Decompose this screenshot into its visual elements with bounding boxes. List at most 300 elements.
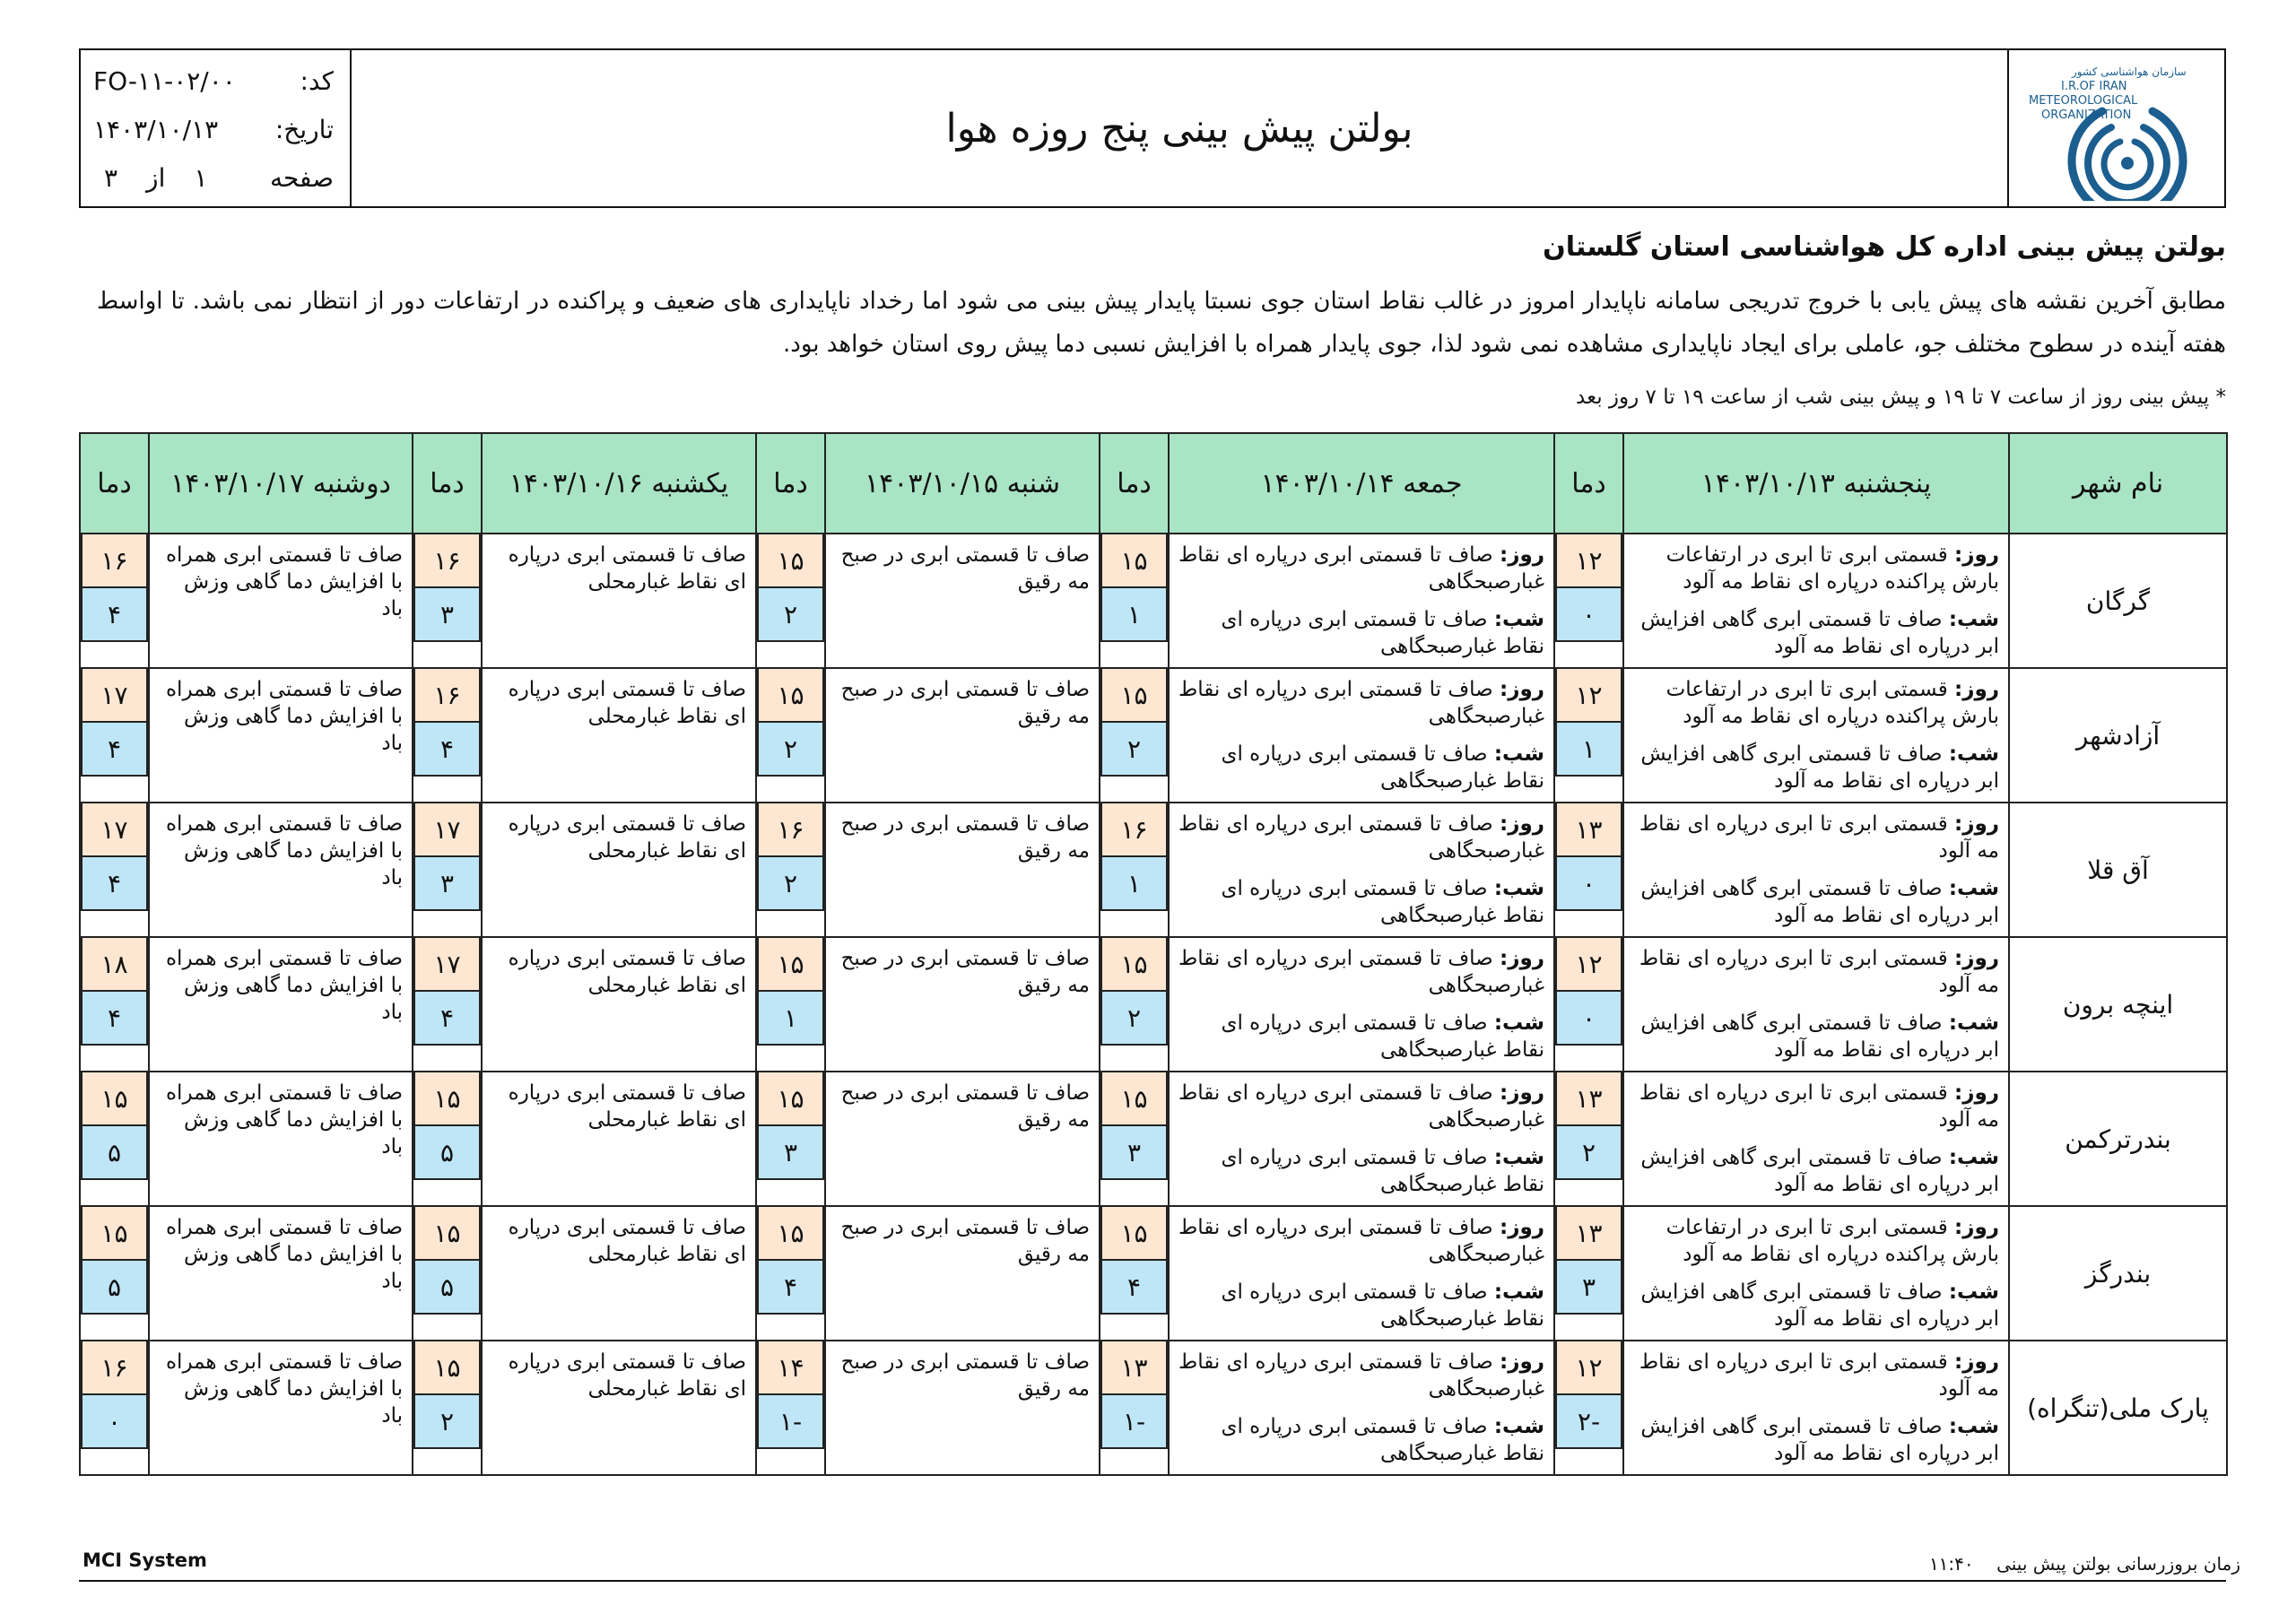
- day-forecast: [1178, 945, 1544, 999]
- max-temp: ۱۵: [757, 1207, 824, 1261]
- temp-cell: [756, 534, 825, 668]
- table-row: [80, 1341, 2227, 1475]
- forecast-text: صاف تا قسمتی ابری همراه با افزایش دما گاهی وزش باد: [166, 1081, 403, 1159]
- forecast-cell: [825, 1341, 1100, 1475]
- forecast-cell: [1623, 1341, 2009, 1475]
- forecast-cell: [482, 1072, 756, 1206]
- temp-cell: [80, 937, 149, 1072]
- day-forecast: [1633, 1214, 1999, 1268]
- day-label: روز:: [1500, 678, 1544, 701]
- max-temp: ۱۵: [757, 1072, 824, 1126]
- temp-cell: [756, 668, 825, 803]
- forecast-cell: [482, 1341, 756, 1475]
- temp-cell: [80, 1072, 149, 1206]
- min-temp: ۲: [1100, 723, 1168, 777]
- forecast-cell: [1623, 1072, 2009, 1206]
- day-label: روز:: [1954, 1081, 1999, 1105]
- temp-cell: [1100, 1206, 1169, 1341]
- forecast-text: صاف تا قسمتی ابری درپاره ای نقاط غبارمحلی: [508, 1350, 746, 1401]
- temp-cell: [756, 803, 825, 937]
- night-label: شب:: [1493, 1146, 1544, 1169]
- city-name: آزادشهر: [2009, 668, 2227, 803]
- forecast-cell: [149, 1341, 413, 1475]
- night-forecast: [1633, 606, 1999, 660]
- night-forecast: [1178, 741, 1544, 794]
- min-temp: ۰: [1555, 857, 1622, 911]
- day-forecast-text: قسمتی ابری تا ابری درپاره ای نقاط مه آلود: [1639, 947, 1999, 997]
- bulletin-subtitle: بولتن پیش بینی اداره کل هواشناسی استان گلستان: [1543, 231, 2226, 263]
- temp-cell: [413, 534, 482, 668]
- max-temp: ۱۶: [757, 803, 824, 857]
- day-label: روز:: [1954, 947, 1999, 970]
- forecast-text: صاف تا قسمتی ابری در صبح مه رقیق: [840, 678, 1090, 728]
- forecast-summary: مطابق آخرین نقشه های پیش یابی با خروج تدریجی سامانه ناپایدار امروز در غالب نقاط استان جوی نسبتا پایدار پیش بینی می شود اما رخداد ناپایداری های ضعیف و پراکنده در ارتفاعات دور از انتظار نمی باشد. تا اواسط هفته آینده در سطوح مختلف جو، عاملی برای ایجاد ناپایداری مشاهده نمی شود لذا، جوی پایدار همراه با افزایش نسبی دما پیش روی استان خواهد بود.: [97, 288, 2226, 358]
- night-forecast-text: صاف تا قسمتی ابری گاهی افزایش ابر درپاره ای نقاط مه آلود: [1640, 1280, 1999, 1331]
- temp-cell: [1554, 803, 1623, 937]
- forecast-cell: [825, 1206, 1100, 1341]
- date-row: [93, 115, 334, 144]
- min-temp: ۳: [1555, 1261, 1622, 1315]
- forecast-cell: [1169, 1341, 1554, 1475]
- temp-header: دما: [80, 433, 149, 534]
- max-temp: ۱۶: [413, 534, 481, 588]
- day-label: روز:: [1500, 947, 1544, 970]
- forecast-text: صاف تا قسمتی ابری درپاره ای نقاط غبارمحلی: [508, 1081, 746, 1132]
- night-forecast-text: صاف تا قسمتی ابری گاهی افزایش ابر درپاره ای نقاط مه آلود: [1640, 1146, 1999, 1196]
- forecast-text: صاف تا قسمتی ابری در صبح مه رقیق: [840, 1350, 1090, 1401]
- night-forecast: [1178, 1144, 1544, 1198]
- day-header: جمعه ۱۴۰۳/۱۰/۱۴: [1169, 433, 1554, 534]
- night-label: شب:: [1948, 1146, 1999, 1169]
- day-forecast: [1178, 676, 1544, 730]
- forecast-cell: [149, 1206, 413, 1341]
- forecast-cell: [825, 668, 1100, 803]
- forecast-text: صاف تا قسمتی ابری همراه با افزایش دما گاهی وزش باد: [166, 1350, 403, 1428]
- min-temp: ۴: [81, 992, 148, 1046]
- forecast-cell: [149, 534, 413, 668]
- max-temp: ۱۲: [1555, 938, 1622, 992]
- forecast-cell: [482, 668, 756, 803]
- day-forecast: [1633, 542, 1999, 595]
- forecast-text: صاف تا قسمتی ابری در صبح مه رقیق: [840, 543, 1090, 594]
- forecast-text: صاف تا قسمتی ابری در صبح مه رقیق: [840, 1081, 1090, 1132]
- temp-cell: [756, 1072, 825, 1206]
- min-temp: ۴: [1100, 1261, 1168, 1315]
- forecast-text: صاف تا قسمتی ابری همراه با افزایش دما گاهی وزش باد: [166, 678, 403, 755]
- night-forecast-text: صاف تا قسمتی ابری درپاره ای نقاط غبارصبحگاهی: [1221, 1280, 1544, 1331]
- meteorological-organization-logo: [2018, 57, 2217, 201]
- temp-cell: [80, 534, 149, 668]
- day-forecast: [1633, 1349, 1999, 1402]
- logo-text-organization: ORGANIZATION: [2041, 108, 2132, 122]
- day-forecast: [1178, 542, 1544, 595]
- day-header: پنجشنبه ۱۴۰۳/۱۰/۱۳: [1623, 433, 2009, 534]
- day-forecast-text: صاف تا قسمتی ابری درپاره ای نقاط غبارصبحگاهی: [1178, 1350, 1544, 1401]
- day-forecast: [1633, 945, 1999, 999]
- max-temp: ۱۳: [1555, 1072, 1622, 1126]
- max-temp: ۱۳: [1555, 1207, 1622, 1261]
- night-forecast: [1633, 1413, 1999, 1467]
- temp-cell: [1100, 937, 1169, 1072]
- max-temp: ۱۲: [1555, 1341, 1622, 1395]
- forecast-cell: [825, 534, 1100, 668]
- update-label: زمان بروزرسانی بولتن پیش بینی: [1996, 1553, 2240, 1575]
- min-temp: ۰: [1555, 992, 1622, 1046]
- day-header: یکشنبه ۱۴۰۳/۱۰/۱۶: [482, 433, 756, 534]
- night-label: شب:: [1948, 1415, 1999, 1438]
- day-header: دوشنبه ۱۴۰۳/۱۰/۱۷: [149, 433, 413, 534]
- forecast-text: صاف تا قسمتی ابری درپاره ای نقاط غبارمحلی: [508, 812, 746, 863]
- min-temp: ۱: [1100, 588, 1168, 642]
- day-label: روز:: [1500, 812, 1544, 836]
- forecast-cell: [825, 803, 1100, 937]
- night-forecast-text: صاف تا قسمتی ابری گاهی افزایش ابر درپاره ای نقاط مه آلود: [1640, 1011, 1999, 1062]
- forecast-cell: [825, 937, 1100, 1072]
- night-label: شب:: [1493, 877, 1544, 900]
- temp-cell: [1554, 534, 1623, 668]
- temp-cell: [413, 1341, 482, 1475]
- day-forecast-text: قسمتی ابری تا ابری در ارتفاعات بارش پراکنده درپاره ای نقاط مه آلود: [1665, 678, 1999, 728]
- forecast-cell: [1623, 803, 2009, 937]
- forecast-cell: [1169, 1206, 1554, 1341]
- temp-cell: [1100, 668, 1169, 803]
- temp-cell: [413, 803, 482, 937]
- forecast-text: صاف تا قسمتی ابری درپاره ای نقاط غبارمحلی: [508, 947, 746, 997]
- day-label: روز:: [1500, 1216, 1544, 1239]
- page-label: صفحه: [269, 163, 334, 193]
- night-label: شب:: [1948, 608, 1999, 631]
- min-temp: ۲: [757, 588, 824, 642]
- night-forecast: [1633, 741, 1999, 794]
- forecast-cell: [1169, 937, 1554, 1072]
- min-temp: ۵: [413, 1261, 481, 1315]
- forecast-cell: [1169, 1072, 1554, 1206]
- max-temp: ۱۳: [1100, 1341, 1168, 1395]
- temp-cell: [1554, 1072, 1623, 1206]
- max-temp: ۱۲: [1555, 534, 1622, 588]
- temp-cell: [756, 937, 825, 1072]
- min-temp: -۲: [1555, 1395, 1622, 1449]
- max-temp: ۱۵: [1100, 1072, 1168, 1126]
- logo-text-iran: I.R.OF IRAN: [2061, 80, 2127, 93]
- page-counter: [104, 163, 207, 193]
- day-forecast: [1178, 1080, 1544, 1133]
- forecast-cell: [1169, 803, 1554, 937]
- code-value: FO-۱۱-۰۲/۰۰: [93, 66, 236, 96]
- night-forecast-text: صاف تا قسمتی ابری گاهی افزایش ابر درپاره ای نقاط مه آلود: [1640, 877, 1999, 927]
- min-temp: ۵: [413, 1126, 481, 1180]
- temp-cell: [80, 1341, 149, 1475]
- forecast-text: صاف تا قسمتی ابری در صبح مه رقیق: [840, 947, 1090, 997]
- max-temp: ۱۶: [413, 669, 481, 723]
- city-name: بندرترکمن: [2009, 1072, 2227, 1206]
- max-temp: ۱۲: [1555, 669, 1622, 723]
- forecast-text: صاف تا قسمتی ابری همراه با افزایش دما گاهی وزش باد: [166, 812, 403, 890]
- night-label: شب:: [1493, 608, 1544, 631]
- night-label: شب:: [1948, 1011, 1999, 1035]
- day-forecast-text: صاف تا قسمتی ابری درپاره ای نقاط غبارصبحگاهی: [1178, 678, 1544, 728]
- night-forecast-text: صاف تا قسمتی ابری درپاره ای نقاط غبارصبحگاهی: [1221, 742, 1544, 793]
- max-temp: ۱۶: [81, 1341, 148, 1395]
- night-forecast: [1178, 1279, 1544, 1332]
- min-temp: ۴: [81, 588, 148, 642]
- min-temp: ۴: [413, 992, 481, 1046]
- night-label: شب:: [1493, 1415, 1544, 1438]
- forecast-cell: [482, 803, 756, 937]
- max-temp: ۱۷: [81, 669, 148, 723]
- max-temp: ۱۵: [81, 1207, 148, 1261]
- min-temp: ۴: [81, 857, 148, 911]
- city-name: گرگان: [2009, 534, 2227, 668]
- page-total: ۳: [104, 163, 118, 193]
- day-label: روز:: [1954, 1350, 1999, 1374]
- max-temp: ۱۵: [757, 669, 824, 723]
- table-row: [80, 668, 2227, 803]
- forecast-cell: [1623, 668, 2009, 803]
- forecast-cell: [1169, 668, 1554, 803]
- temp-header: دما: [1554, 433, 1623, 534]
- forecast-cell: [482, 1206, 756, 1341]
- max-temp: ۱۶: [81, 534, 148, 588]
- temp-cell: [1100, 1072, 1169, 1206]
- forecast-cell: [482, 534, 756, 668]
- day-label: روز:: [1954, 1216, 1999, 1239]
- forecast-text: صاف تا قسمتی ابری در صبح مه رقیق: [840, 1216, 1090, 1266]
- min-temp: ۰: [1555, 588, 1622, 642]
- day-label: روز:: [1500, 543, 1544, 567]
- max-temp: ۱۵: [413, 1207, 481, 1261]
- day-forecast-text: صاف تا قسمتی ابری درپاره ای نقاط غبارصبحگاهی: [1178, 1081, 1544, 1132]
- document-info-box: [81, 50, 352, 206]
- code-row: [93, 66, 334, 96]
- temp-cell: [413, 1206, 482, 1341]
- temp-cell: [1100, 534, 1169, 668]
- footer-system: MCI System: [83, 1549, 207, 1571]
- min-temp: ۵: [81, 1261, 148, 1315]
- max-temp: ۱۶: [1100, 803, 1168, 857]
- update-time: ۱۱:۴۰: [1928, 1553, 1974, 1575]
- forecast-note: * پیش بینی روز از ساعت ۷ تا ۱۹ و پیش بینی شب از ساعت ۱۹ تا ۷ روز بعد: [1576, 386, 2226, 409]
- min-temp: ۱: [1100, 857, 1168, 911]
- min-temp: ۴: [757, 1261, 824, 1315]
- forecast-text: صاف تا قسمتی ابری همراه با افزایش دما گاهی وزش باد: [166, 543, 403, 621]
- table-header-row: [80, 433, 2227, 534]
- footer-update: [1929, 1553, 2240, 1575]
- forecast-cell: [149, 937, 413, 1072]
- footer-divider: [79, 1580, 2226, 1582]
- day-header: شنبه ۱۴۰۳/۱۰/۱۵: [825, 433, 1100, 534]
- max-temp: ۱۵: [757, 938, 824, 992]
- night-forecast-text: صاف تا قسمتی ابری درپاره ای نقاط غبارصبحگاهی: [1221, 1146, 1544, 1196]
- temp-cell: [413, 1072, 482, 1206]
- day-forecast-text: قسمتی ابری تا ابری درپاره ای نقاط مه آلود: [1639, 1081, 1999, 1132]
- bulletin-title: بولتن پیش بینی پنج روزه هوا: [945, 105, 1413, 152]
- forecast-cell: [1169, 534, 1554, 668]
- temp-header: دما: [756, 433, 825, 534]
- max-temp: ۱۷: [413, 938, 481, 992]
- min-temp: ۱: [1555, 723, 1622, 777]
- day-label: روز:: [1954, 812, 1999, 836]
- night-forecast: [1633, 1010, 1999, 1063]
- min-temp: ۳: [1100, 1126, 1168, 1180]
- min-temp: ۴: [413, 723, 481, 777]
- city-column-header: نام شهر: [2009, 433, 2227, 534]
- min-temp: -۱: [1100, 1395, 1168, 1449]
- temp-cell: [1554, 1341, 1623, 1475]
- forecast-cell: [482, 937, 756, 1072]
- min-temp: ۲: [413, 1395, 481, 1449]
- night-forecast: [1178, 875, 1544, 929]
- min-temp: ۴: [81, 723, 148, 777]
- night-forecast-text: صاف تا قسمتی ابری درپاره ای نقاط غبارصبحگاهی: [1221, 877, 1544, 927]
- logo-box: [2007, 50, 2224, 206]
- min-temp: ۲: [757, 857, 824, 911]
- min-temp: ۲: [757, 723, 824, 777]
- page-number: ۱: [194, 163, 208, 193]
- temp-cell: [756, 1341, 825, 1475]
- page-of-label: از: [146, 163, 166, 193]
- code-label: کد:: [300, 66, 334, 96]
- max-temp: ۱۳: [1555, 803, 1622, 857]
- day-forecast-text: قسمتی ابری تا ابری درپاره ای نقاط مه آلود: [1639, 1350, 1999, 1401]
- temp-cell: [413, 668, 482, 803]
- day-forecast: [1178, 1214, 1544, 1268]
- min-temp: -۱: [757, 1395, 824, 1449]
- table-row: [80, 1072, 2227, 1206]
- table-row: [80, 534, 2227, 668]
- max-temp: ۱۵: [1100, 669, 1168, 723]
- forecast-cell: [149, 1072, 413, 1206]
- temp-cell: [413, 937, 482, 1072]
- night-label: شب:: [1948, 877, 1999, 900]
- forecast-cell: [825, 1072, 1100, 1206]
- max-temp: ۱۵: [81, 1072, 148, 1126]
- city-name: بندرگز: [2009, 1206, 2227, 1341]
- day-forecast-text: قسمتی ابری تا ابری درپاره ای نقاط مه آلود: [1639, 812, 1999, 863]
- forecast-text: صاف تا قسمتی ابری همراه با افزایش دما گاهی وزش باد: [166, 947, 403, 1024]
- temp-cell: [1554, 1206, 1623, 1341]
- day-forecast-text: قسمتی ابری تا ابری در ارتفاعات بارش پراکنده درپاره ای نقاط مه آلود: [1665, 543, 1999, 594]
- night-forecast-text: صاف تا قسمتی ابری درپاره ای نقاط غبارصبحگاهی: [1221, 1415, 1544, 1465]
- min-temp: ۳: [757, 1126, 824, 1180]
- table-row: [80, 1206, 2227, 1341]
- day-forecast: [1178, 1349, 1544, 1402]
- night-forecast: [1178, 1010, 1544, 1063]
- temp-cell: [1100, 803, 1169, 937]
- max-temp: ۱۴: [757, 1341, 824, 1395]
- forecast-text: صاف تا قسمتی ابری درپاره ای نقاط غبارمحلی: [508, 543, 746, 594]
- forecast-cell: [1623, 534, 2009, 668]
- min-temp: ۳: [413, 857, 481, 911]
- city-name: اینچه برون: [2009, 937, 2227, 1072]
- temp-cell: [80, 668, 149, 803]
- max-temp: ۱۵: [1100, 1207, 1168, 1261]
- temp-header: دما: [413, 433, 482, 534]
- forecast-text: صاف تا قسمتی ابری همراه با افزایش دما گاهی وزش باد: [166, 1216, 403, 1293]
- night-forecast: [1178, 606, 1544, 660]
- table-row: [80, 803, 2227, 937]
- night-label: شب:: [1948, 742, 1999, 766]
- day-forecast-text: صاف تا قسمتی ابری درپاره ای نقاط غبارصبحگاهی: [1178, 543, 1544, 594]
- night-forecast: [1633, 1279, 1999, 1332]
- night-forecast: [1633, 1144, 1999, 1198]
- night-label: شب:: [1493, 742, 1544, 766]
- day-forecast-text: صاف تا قسمتی ابری درپاره ای نقاط غبارصبحگاهی: [1178, 1216, 1544, 1266]
- max-temp: ۱۷: [81, 803, 148, 857]
- min-temp: ۱: [757, 992, 824, 1046]
- day-forecast-text: صاف تا قسمتی ابری درپاره ای نقاط غبارصبحگاهی: [1178, 947, 1544, 997]
- temp-cell: [756, 1206, 825, 1341]
- day-forecast-text: قسمتی ابری تا ابری در ارتفاعات بارش پراکنده درپاره ای نقاط مه آلود: [1665, 1216, 1999, 1266]
- logo-text-meteorological: METEOROLOGICAL: [2029, 94, 2138, 108]
- temp-cell: [1100, 1341, 1169, 1475]
- night-forecast-text: صاف تا قسمتی ابری گاهی افزایش ابر درپاره ای نقاط مه آلود: [1640, 608, 1999, 658]
- day-label: روز:: [1500, 1350, 1544, 1374]
- day-label: روز:: [1954, 678, 1999, 701]
- min-temp: ۲: [1100, 992, 1168, 1046]
- max-temp: ۱۵: [757, 534, 824, 588]
- day-forecast: [1633, 811, 1999, 864]
- temp-cell: [1554, 668, 1623, 803]
- night-label: شب:: [1948, 1280, 1999, 1304]
- city-name: پارک ملی(تنگراه): [2009, 1341, 2227, 1475]
- forecast-text: صاف تا قسمتی ابری در صبح مه رقیق: [840, 812, 1090, 863]
- forecast-table: [79, 432, 2228, 1476]
- forecast-cell: [149, 668, 413, 803]
- night-forecast-text: صاف تا قسمتی ابری درپاره ای نقاط غبارصبحگاهی: [1221, 1011, 1544, 1062]
- table-row: [80, 937, 2227, 1072]
- max-temp: ۱۵: [413, 1072, 481, 1126]
- min-temp: ۲: [1555, 1126, 1622, 1180]
- date-value: ۱۴۰۳/۱۰/۱۳: [93, 115, 219, 144]
- max-temp: ۱۵: [413, 1341, 481, 1395]
- max-temp: ۱۷: [413, 803, 481, 857]
- min-temp: ۰: [81, 1395, 148, 1449]
- forecast-cell: [149, 803, 413, 937]
- night-label: شب:: [1493, 1280, 1544, 1304]
- day-forecast: [1633, 676, 1999, 730]
- logo-text-fa: سازمان هواشناسی کشور: [2072, 65, 2187, 78]
- temp-cell: [80, 1206, 149, 1341]
- night-label: شب:: [1493, 1011, 1544, 1035]
- max-temp: ۱۵: [1100, 938, 1168, 992]
- forecast-text: صاف تا قسمتی ابری درپاره ای نقاط غبارمحلی: [508, 678, 746, 728]
- min-temp: ۳: [413, 588, 481, 642]
- night-forecast-text: صاف تا قسمتی ابری درپاره ای نقاط غبارصبحگاهی: [1221, 608, 1544, 658]
- forecast-text: صاف تا قسمتی ابری درپاره ای نقاط غبارمحلی: [508, 1216, 746, 1266]
- temp-cell: [1554, 937, 1623, 1072]
- night-forecast-text: صاف تا قسمتی ابری گاهی افزایش ابر درپاره ای نقاط مه آلود: [1640, 1415, 1999, 1465]
- night-forecast: [1633, 875, 1999, 929]
- night-forecast-text: صاف تا قسمتی ابری گاهی افزایش ابر درپاره ای نقاط مه آلود: [1640, 742, 1999, 793]
- min-temp: ۵: [81, 1126, 148, 1180]
- day-forecast-text: صاف تا قسمتی ابری درپاره ای نقاط غبارصبحگاهی: [1178, 812, 1544, 863]
- day-forecast: [1178, 811, 1544, 864]
- temp-header: دما: [1100, 433, 1169, 534]
- temp-cell: [80, 803, 149, 937]
- date-label: تاریخ:: [274, 115, 334, 144]
- page-row: [93, 163, 334, 193]
- city-name: آق قلا: [2009, 803, 2227, 937]
- bulletin-header: [79, 48, 2226, 208]
- max-temp: ۱۵: [1100, 534, 1168, 588]
- day-forecast: [1633, 1080, 1999, 1133]
- forecast-cell: [1623, 1206, 2009, 1341]
- night-forecast: [1178, 1413, 1544, 1467]
- day-label: روز:: [1500, 1081, 1544, 1105]
- day-label: روز:: [1954, 543, 1999, 567]
- max-temp: ۱۸: [81, 938, 148, 992]
